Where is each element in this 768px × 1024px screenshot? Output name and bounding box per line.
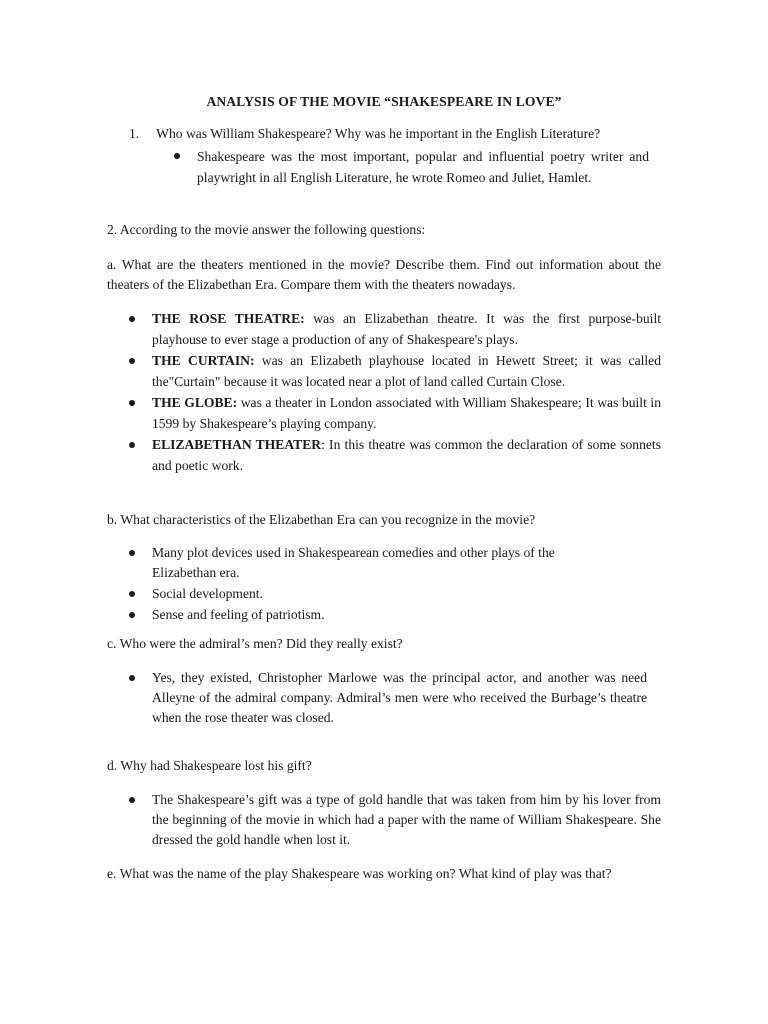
bullet-icon [174,153,180,159]
list-item [152,584,622,604]
characteristic-text: Sense and feeling of patriotism. [152,607,325,622]
bullet-icon [129,612,135,618]
theater-name: THE ROSE THEATRE: [152,311,305,326]
question-2-intro: 2. According to the movie answer the following questions: [107,222,426,237]
question-d: d. Why had Shakespeare lost his gift? [107,758,312,773]
theater-name: THE GLOBE: [152,395,238,410]
list-item [152,543,622,583]
bullet-icon [129,400,135,406]
bullet-icon [129,591,135,597]
list-item [152,435,661,476]
theater-description: was an Elizabeth playhouse located in Hewett Street; it was called the"Curtain" because it was located near a plot of land called Curtain Close. [152,353,661,389]
bullet-icon [129,358,135,364]
characteristic-text: Many plot devices used in Shakespearean comedies and other plays of the Elizabethan era. [152,545,555,580]
question-1 [129,124,669,144]
list-item [197,146,649,188]
question-b: b. What characteristics of the Elizabethan Era can you recognize in the movie? [107,512,536,527]
question-1-answer: Shakespeare was the most important, popular and influential poetry writer and playwright in all English Literature, he wrote Romeo and Juliet, Hamlet. [197,149,649,185]
gift-list [152,790,661,851]
question-e: e. What was the name of the play Shakespeare was working on? What kind of play was that? [107,866,612,881]
bullet-icon [129,675,135,681]
theaters-list [152,309,661,477]
page-title: ANALYSIS OF THE MOVIE “SHAKESPEARE IN LOVE” [206,94,562,109]
admirals-men-list [152,668,647,729]
theater-name: THE CURTAIN: [152,353,255,368]
question-1-number: 1. [129,126,140,141]
list-item [152,393,661,434]
bullet-icon [129,316,135,322]
list-item [152,351,661,392]
list-item [152,309,661,350]
bullet-icon [129,442,135,448]
question-c: c. Who were the admiral’s men? Did they really exist? [107,636,403,651]
list-item [152,668,647,728]
question-1-answer-list [197,146,649,189]
list-item [152,605,622,625]
list-item [152,790,661,850]
theater-description: was a theater in London associated with William Shakespeare; It was built in 1599 by Shakespeare’s playing company. [152,395,661,431]
question-a: a. What are the theaters mentioned in the movie? Describe them. Find out information about the theaters of the Elizabethan Era. Compare them with the theaters nowadays. [107,257,661,292]
answer-text: Yes, they existed, Christopher Marlowe was the principal actor, and another was need Alleyne of the admiral company. Admiral’s men were who received the Burbage’s theatre when the rose theater was closed. [152,670,647,725]
theater-description: : In this theatre was common the declaration of some sonnets and poetic work. [152,437,661,473]
bullet-icon [129,550,135,556]
theater-name: ELIZABETHAN THEATER [152,437,322,452]
question-1-text: Who was William Shakespeare? Why was he important in the English Literature? [156,126,601,141]
bullet-icon [129,797,135,803]
answer-text: The Shakespeare’s gift was a type of gold handle that was taken from him by his lover from the beginning of the movie in which had a paper with the name of William Shakespeare. She dressed the gold handle when lost it. [152,792,661,847]
theater-description: was an Elizabethan theatre. It was the first purpose-built playhouse to ever stage a production of any of Shakespeare's plays. [152,311,661,347]
characteristic-text: Social development. [152,586,263,601]
elizabethan-characteristics-list [152,543,622,626]
